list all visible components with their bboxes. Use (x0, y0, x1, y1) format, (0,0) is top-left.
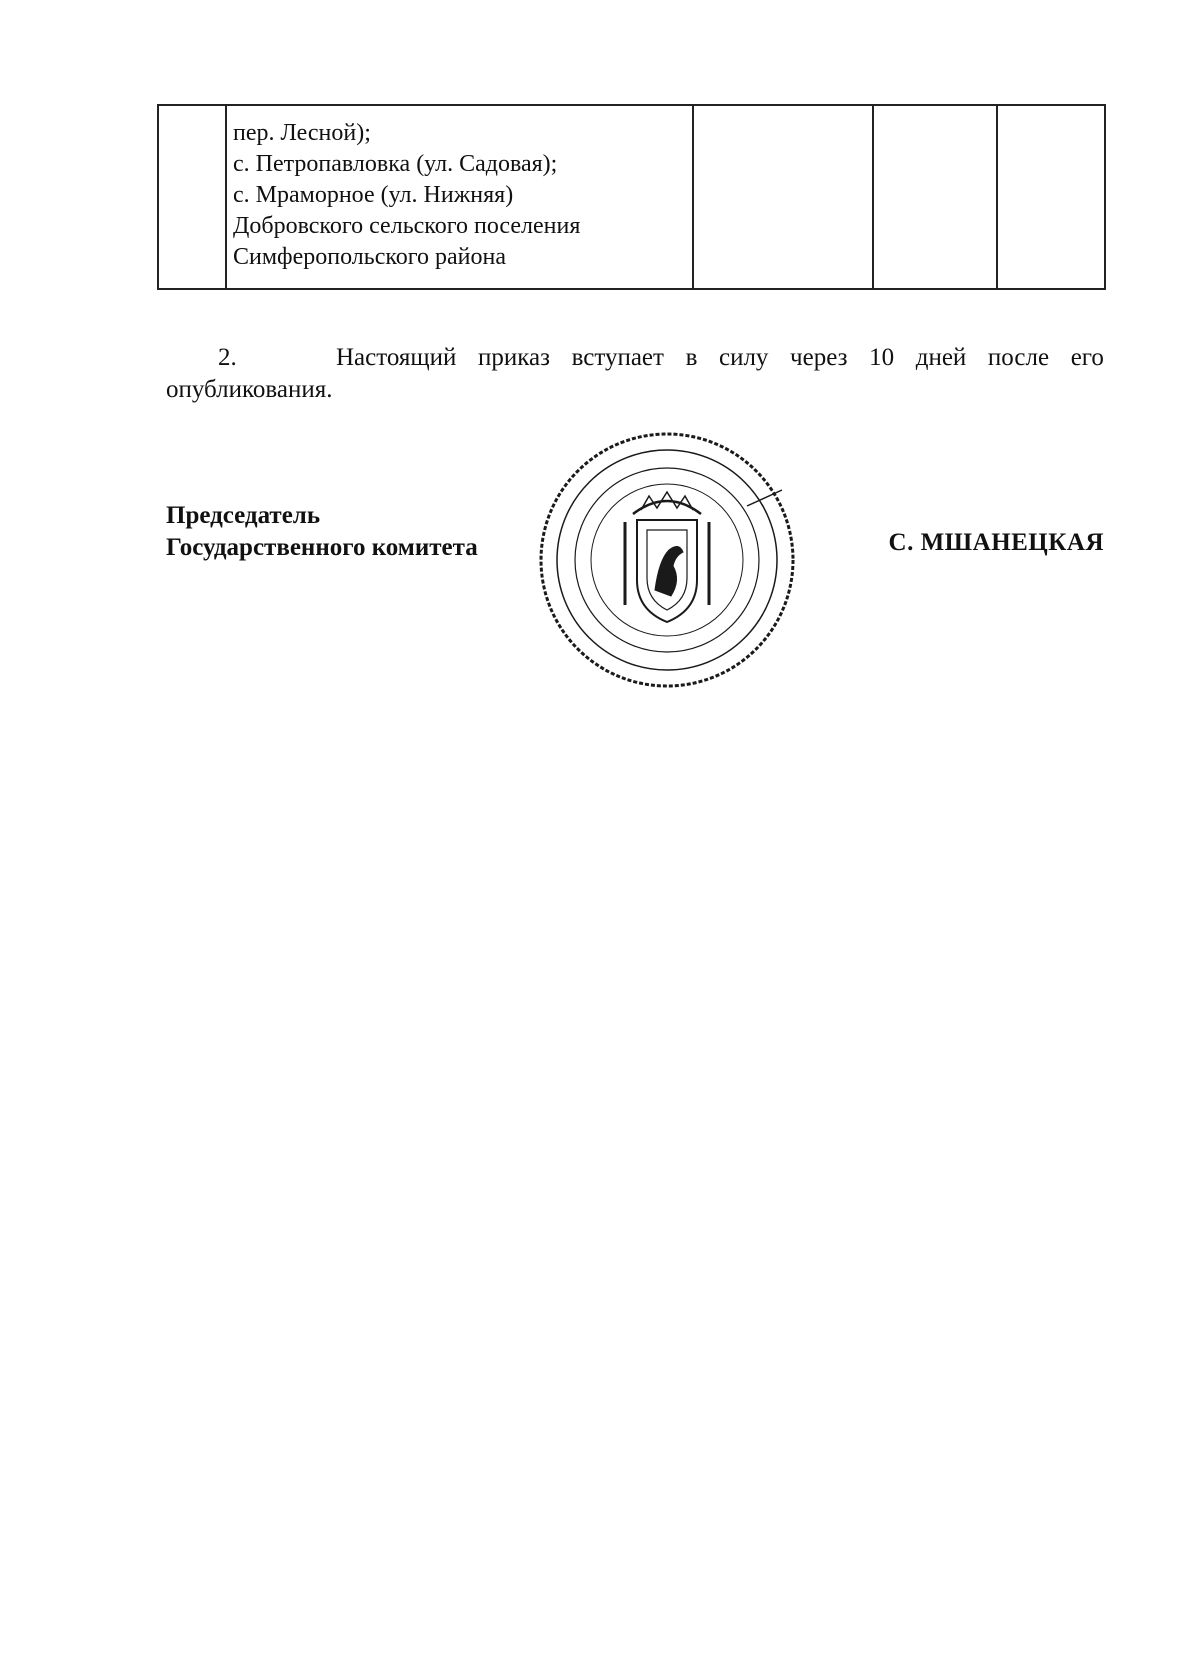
table-cell-empty-2 (873, 105, 997, 289)
paragraph-line-2: опубликования. (166, 376, 333, 403)
word: приказ (477, 344, 550, 371)
signer-title-line-2: Государственного комитета (166, 534, 478, 561)
address-line-5: Симферопольского района (233, 244, 507, 270)
table-cell-address (226, 105, 693, 289)
table-cell-number (158, 105, 226, 289)
address-table (157, 104, 1106, 290)
paragraph-number: 2. (218, 344, 237, 371)
seal-emblem (625, 492, 709, 622)
table-row (158, 105, 1105, 289)
address-line-2: с. Петропавловка (ул. Садовая); (233, 151, 558, 177)
word: силу (718, 344, 769, 371)
address-line-4: Добровского сельского поселения (233, 213, 581, 239)
signer-title (166, 500, 478, 564)
word: в (685, 344, 698, 371)
word: 10 (869, 344, 895, 371)
address-line-1: пер. Лесной); (233, 120, 371, 146)
signer-name: С. МШАНЕЦКАЯ (888, 529, 1104, 556)
paragraph-2 (166, 342, 1104, 406)
table-cell-empty-1 (693, 105, 873, 289)
word: после (987, 344, 1050, 371)
word: Настоящий (336, 344, 457, 371)
address-line-3: с. Мраморное (ул. Нижняя) (233, 182, 514, 208)
word: вступает (571, 344, 664, 371)
paragraph-words (336, 342, 1104, 374)
paragraph-line-1 (166, 342, 1104, 374)
table-cell-empty-3 (997, 105, 1105, 289)
official-seal-stamp (537, 430, 797, 690)
word: через (790, 344, 848, 371)
signer-title-line-1: Председатель (166, 502, 321, 529)
word: его (1070, 344, 1104, 371)
word: дней (915, 344, 967, 371)
